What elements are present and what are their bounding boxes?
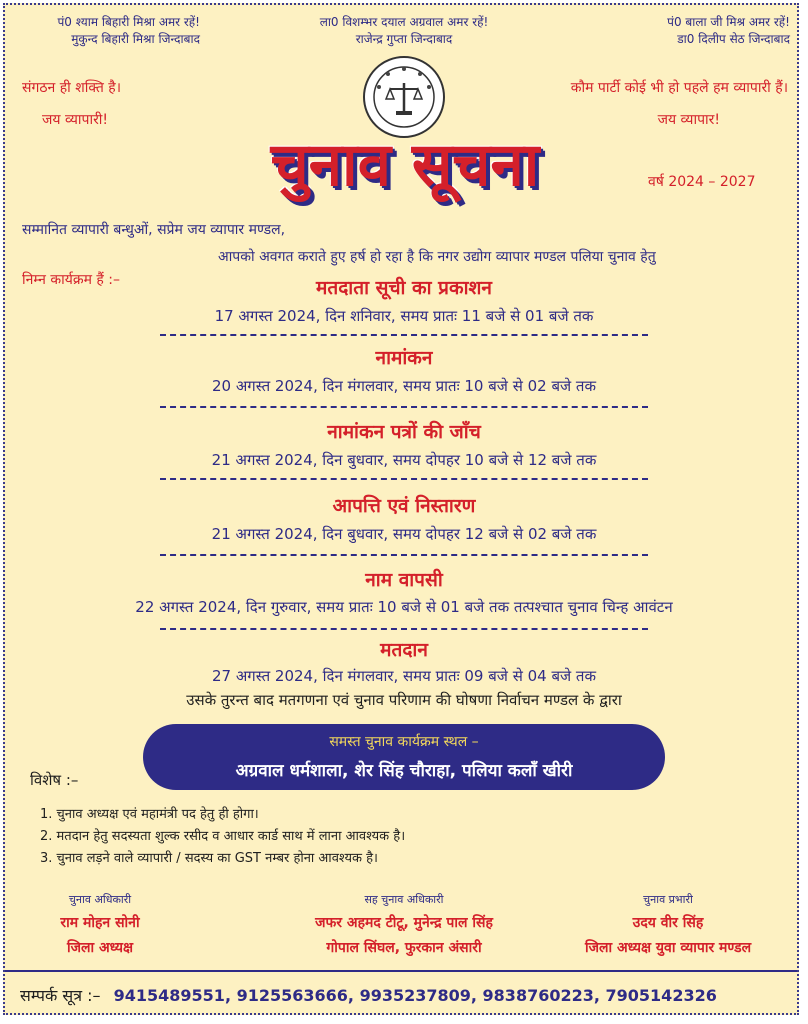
divider bbox=[160, 478, 648, 480]
divider bbox=[160, 554, 648, 556]
header-left-line-1: पं0 श्याम बिहारी मिश्रा अमर रहें! bbox=[57, 15, 200, 29]
term-year: वर्ष 2024 – 2027 bbox=[648, 174, 756, 190]
signatory-1 bbox=[14, 892, 186, 957]
signatory-name: राम मोहन सोनी bbox=[60, 915, 140, 931]
note-item: 3. चुनाव लड़ने वाले व्यापारी / सदस्य का GST नम्बर होना आवश्यक है। bbox=[40, 851, 378, 866]
venue-place: अग्रवाल धर्मशाला, शेर सिंह चौराहा, पलिया कलाँ खीरी bbox=[235, 761, 573, 781]
slogan-left-2: जय व्यापारी! bbox=[42, 112, 109, 128]
schedule-line-6a: 27 अगस्त 2024, दिन मंगलवार, समय प्रातः 09 बजे से 04 बजे तक bbox=[211, 667, 596, 685]
signatory-designation: जिला अध्यक्ष युवा व्यापार मण्डल bbox=[584, 940, 752, 956]
signatory-designation: गोपाल सिंघल, फुरकान अंसारी bbox=[326, 940, 482, 956]
signatory-3 bbox=[548, 892, 788, 957]
venue-label: समस्त चुनाव कार्यक्रम स्थल – bbox=[329, 734, 479, 750]
signatory-designation: जिला अध्यक्ष bbox=[66, 940, 134, 956]
association-emblem-icon bbox=[362, 55, 446, 139]
schedule-title-2: नामांकन bbox=[375, 347, 433, 369]
schedule-title-1: मतदाता सूची का प्रकाशन bbox=[316, 277, 492, 299]
page-title: चुनाव सूचना bbox=[270, 130, 540, 200]
header-center bbox=[254, 14, 554, 48]
schedule-line-4: 21 अगस्त 2024, दिन बुधवार, समय दोपहर 12 बजे से 02 बजे तक bbox=[211, 525, 597, 543]
header-right-line-1: पं0 बाला जी मिश्र अमर रहें! bbox=[667, 15, 790, 29]
signatory-role: चुनाव अधिकारी bbox=[68, 893, 132, 906]
header-center-line-2: राजेन्द्र गुप्ता जिन्दाबाद bbox=[355, 32, 453, 46]
schedule-line-1: 17 अगस्त 2024, दिन शनिवार, समय प्रातः 11 बजे से 01 बजे तक bbox=[214, 307, 594, 325]
notes-list bbox=[40, 804, 740, 870]
contact-divider bbox=[5, 970, 797, 972]
schedule-line-6b: उसके तुरन्त बाद मतगणना एवं चुनाव परिणाम की घोषणा निर्वाचन मण्डल के द्वारा bbox=[186, 691, 622, 709]
divider bbox=[160, 406, 648, 408]
intro-line-2: आपको अवगत कराते हुए हर्ष हो रहा है कि नगर उद्योग व्यापार मण्डल पलिया चुनाव हेतु bbox=[218, 249, 656, 265]
note-item: 2. मतदान हेतु सदस्यता शुल्क रसीद व आधार कार्ड साथ में लाना आवश्यक है। bbox=[40, 829, 406, 844]
intro-line-3: निम्न कार्यक्रम हैं :– bbox=[22, 272, 121, 288]
intro-line-1: सम्मानित व्यापारी बन्धुओं, सप्रेम जय व्यापार मण्डल, bbox=[22, 222, 286, 238]
header-left bbox=[14, 14, 214, 48]
divider bbox=[160, 628, 648, 630]
schedule-line-3: 21 अगस्त 2024, दिन बुधवार, समय दोपहर 10 बजे से 12 बजे तक bbox=[211, 451, 597, 469]
header-left-line-2: मुकुन्द बिहारी मिश्रा जिन्दाबाद bbox=[71, 32, 200, 46]
slogan-right-2: जय व्यापार! bbox=[657, 112, 720, 128]
contact-label: सम्पर्क सूत्र :– bbox=[20, 986, 101, 1005]
schedule-line-2: 20 अगस्त 2024, दिन मंगलवार, समय प्रातः 10 बजे से 02 बजे तक bbox=[211, 377, 596, 395]
venue-banner bbox=[143, 724, 665, 790]
notes-heading: विशेष :– bbox=[30, 771, 79, 789]
schedule-line-5: 22 अगस्त 2024, दिन गुरुवार, समय प्रातः 10 बजे से 01 बजे तक तत्पश्चात चुनाव चिन्ह आवंटन bbox=[135, 598, 673, 616]
note-item: 1. चुनाव अध्यक्ष एवं महामंत्री पद हेतु ही होगा। bbox=[40, 807, 259, 822]
signatory-role: सह चुनाव अधिकारी bbox=[364, 893, 444, 906]
signatory-2 bbox=[234, 892, 574, 957]
signatory-name: जफर अहमद टीटू, मुनेन्द्र पाल सिंह bbox=[315, 915, 493, 931]
header-center-line-1: ला0 विशम्भर दयाल अग्रवाल अमर रहें! bbox=[319, 15, 489, 29]
contact-row bbox=[20, 984, 800, 1006]
schedule-title-4: आपत्ति एवं निस्तारण bbox=[332, 495, 476, 517]
signatory-role: चुनाव प्रभारी bbox=[643, 893, 693, 906]
schedule-title-3: नामांकन पत्रों की जाँच bbox=[327, 421, 481, 443]
schedule-title-6: मतदान bbox=[380, 639, 428, 661]
slogan-right-1: कौम पार्टी कोई भी हो पहले हम व्यापारी हैं। bbox=[570, 80, 788, 96]
header-right bbox=[584, 14, 790, 48]
signatory-name: उदय वीर सिंह bbox=[632, 915, 704, 931]
slogan-left-1: संगठन ही शक्ति है। bbox=[22, 80, 122, 96]
schedule-title-5: नाम वापसी bbox=[365, 569, 443, 591]
contact-numbers: 9415489551, 9125563666, 9935237809, 9838760223, 7905142326 bbox=[113, 986, 717, 1005]
divider bbox=[160, 334, 648, 336]
header-right-line-2: डा0 दिलीप सेठ जिन्दाबाद bbox=[677, 32, 790, 46]
